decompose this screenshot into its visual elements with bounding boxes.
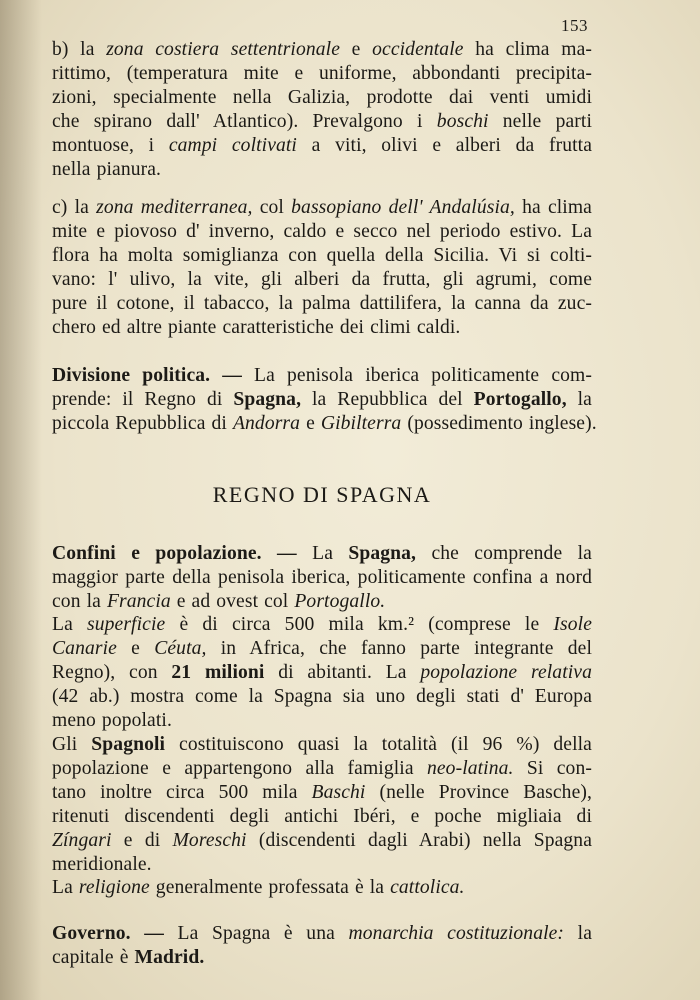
section-heading: REGNO DI SPAGNA bbox=[212, 482, 432, 507]
text-line: nella pianura. bbox=[52, 159, 162, 180]
text-line: ritenuti discendenti degli antichi Ibéri, e poche migliaia di bbox=[52, 806, 592, 827]
page-number: 153 bbox=[561, 16, 588, 35]
text-line: b) la zona costiera settentrionale e occidentale ha clima ma- bbox=[52, 39, 593, 60]
text-line: c) la zona mediterranea, col bassopiano dell' Andalúsia, ha clima bbox=[52, 197, 592, 218]
text-line: rittimo, (temperatura mite e uniforme, abbondanti precipita- bbox=[52, 63, 592, 84]
text-line: meridionale. bbox=[52, 854, 152, 875]
text-line: Confini e popolazione. — La Spagna, che comprende la bbox=[52, 543, 592, 564]
text-line: Zíngari e di Moreschi (discendenti dagli Arabi) nella Spagna bbox=[52, 830, 593, 851]
text-line: maggior parte della penisola iberica, politicamente confina a nord bbox=[52, 567, 592, 588]
text-line: prende: il Regno di Spagna, la Repubblica del Portogallo, la bbox=[52, 389, 592, 410]
text-line: flora ha molta somiglianza con quella della Sicilia. Vi si colti- bbox=[52, 245, 592, 266]
text-line: (42 ab.) mostra come la Spagna sia uno degli stati d' Europa bbox=[52, 686, 592, 707]
text-line: piccola Repubblica di Andorra e Gibilterra (possedimento inglese). bbox=[52, 413, 597, 434]
text-line: zioni, specialmente nella Galizia, prodotte dai venti umidi bbox=[52, 87, 592, 108]
text-line: capitale è Madrid. bbox=[52, 947, 205, 968]
text-line: chero ed altre piante caratteristiche dei climi caldi. bbox=[52, 317, 461, 338]
text-line: Gli Spagnoli costituiscono quasi la totalità (il 96 %) della bbox=[52, 734, 592, 755]
text-line: tano inoltre circa 500 mila Baschi (nelle Province Basche), bbox=[52, 782, 592, 803]
text-line: Regno), con 21 milioni di abitanti. La popolazione relativa bbox=[52, 662, 592, 683]
text-line: popolazione e appartengono alla famiglia neo-latina. Si con- bbox=[52, 758, 592, 779]
text-line: La superficie è di circa 500 mila km.² (comprese le Isole bbox=[52, 614, 592, 635]
spine-shadow bbox=[0, 0, 42, 1000]
text-line: Divisione politica. — La penisola iberica politicamente com- bbox=[52, 365, 592, 386]
text-line: montuose, i campi coltivati a viti, olivi e alberi da frutta bbox=[52, 135, 592, 156]
text-line: pure il cotone, il tabacco, la palma dattilifera, la canna da zuc- bbox=[52, 293, 592, 314]
text-line: che spirano dall' Atlantico). Prevalgono i boschi nelle parti bbox=[52, 111, 592, 132]
text-line: vano: l' ulivo, la vite, gli alberi da frutta, gli agrumi, come bbox=[52, 269, 592, 290]
text-line: meno popolati. bbox=[52, 710, 172, 731]
text-line: Canarie e Céuta, in Africa, che fanno parte integrante del bbox=[52, 638, 592, 659]
text-line: con la Francia e ad ovest col Portogallo. bbox=[52, 591, 386, 612]
text-line: mite e piovoso d' inverno, caldo e secco nel periodo estivo. La bbox=[52, 221, 592, 242]
text-line: Governo. — La Spagna è una monarchia costituzionale: la bbox=[52, 923, 592, 944]
text-line: La religione generalmente professata è la cattolica. bbox=[52, 877, 465, 898]
